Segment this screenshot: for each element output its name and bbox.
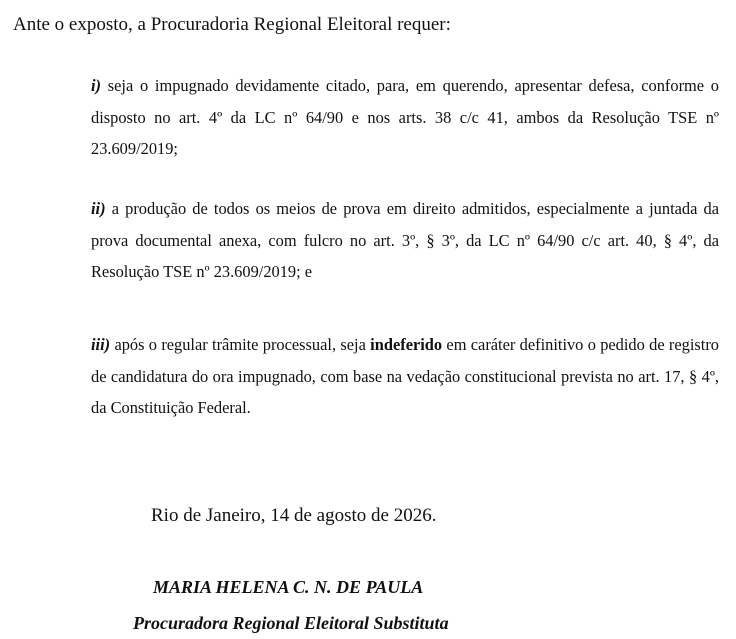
item-3-bold-term: indeferido bbox=[370, 335, 443, 354]
request-item-2 bbox=[91, 193, 719, 288]
intro-paragraph: Ante o exposto, a Procuradoria Regional Eleitoral requer: bbox=[13, 14, 451, 35]
item-3-text-after: em caráter definitivo o pedido de registro de candidatura do ora impugnado, com base na vedação constitucional prevista no art. 17, § 4º, da Constituição Federal. bbox=[91, 335, 719, 417]
item-3-text-before: após o regular trâmite processual, seja bbox=[110, 335, 371, 354]
signatory-role: Procuradora Regional Eleitoral Substituta bbox=[133, 613, 449, 633]
item-1-numeral: i) bbox=[91, 76, 102, 95]
place-and-date: Rio de Janeiro, 14 de agosto de 2026. bbox=[151, 505, 437, 526]
item-1-text: seja o impugnado devidamente citado, para, em querendo, apresentar defesa, conforme o disposto no art. 4º da LC nº 64/90 e nos arts. 38 c/c 41, ambos da Resolução TSE nº 23.609/2019; bbox=[91, 76, 719, 158]
item-2-numeral: ii) bbox=[91, 199, 106, 218]
item-2-text: a produção de todos os meios de prova em direito admitidos, especialmente a juntada da prova documental anexa, com fulcro no art. 3º, § 3º, da LC nº 64/90 c/c art. 40, § 4º, da Resolução TSE nº 23.609/2019; e bbox=[91, 199, 719, 281]
request-item-1 bbox=[91, 70, 719, 165]
signatory-name: MARIA HELENA C. N. DE PAULA bbox=[153, 577, 424, 597]
request-item-3 bbox=[91, 329, 719, 424]
item-3-numeral: iii) bbox=[91, 335, 111, 354]
